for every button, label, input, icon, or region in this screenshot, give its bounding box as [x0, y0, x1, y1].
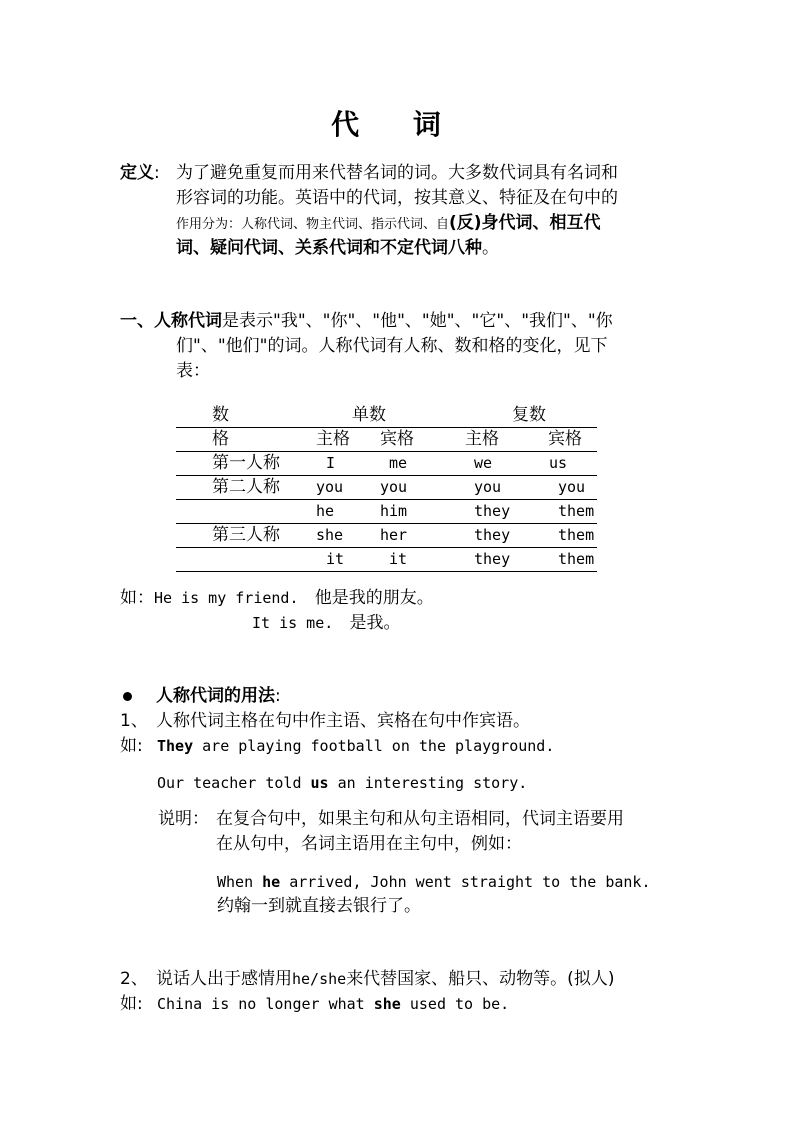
example1-zh-2: 是我。: [349, 613, 401, 633]
table-person: 第一人称: [212, 453, 280, 473]
usage-item1-note-ex-b: he: [262, 873, 281, 891]
usage-item2-text-c: 来代替国家、船只、动物等。(拟人): [346, 969, 615, 989]
usage-item1-note-example: [217, 869, 650, 895]
definition-line-3-bold: (反)身代词、相互代: [449, 213, 601, 233]
table-cell: you: [558, 478, 586, 496]
usage-item1-ex2-b: us: [310, 774, 329, 792]
usage-heading-colon: :: [275, 686, 281, 706]
bullet-icon: [123, 692, 132, 701]
section1-line-2: 们"、"他们"的词。人称代词有人称、数和格的变化，见下: [176, 336, 608, 356]
usage-heading: 人称代词的用法: [156, 686, 275, 706]
usage-item1-ex2-c: an interesting story.: [328, 774, 528, 792]
usage-item2-ex-prefix: 如:: [120, 994, 143, 1014]
section1-heading: 一、人称代词: [120, 311, 222, 331]
usage-item2-text-a: 说话人出于感情用: [156, 969, 292, 989]
usage-item2-text: [156, 966, 614, 992]
table-cell: he: [316, 502, 335, 520]
usage-heading-row: [156, 683, 281, 709]
usage-item1-note-ex-c: arrived, John went straight to the bank.: [280, 873, 651, 891]
usage-item1-note-label: 说明：: [158, 809, 209, 829]
definition-line-3: [176, 210, 601, 238]
table-cell: I: [326, 454, 336, 472]
usage-item2-text-b: he/she: [292, 970, 347, 988]
definition-line-4-end: 。: [482, 238, 499, 258]
table-header-plural-object: 宾格: [548, 429, 582, 449]
section1-line-1-rest: 是表示"我"、"你"、"他"、"她"、"它"、"我们"、"你: [222, 311, 613, 331]
table-cell: they: [474, 550, 511, 568]
table-header-plural: 复数: [512, 405, 546, 425]
example1-en-1: He is my friend.: [154, 589, 299, 607]
usage-item1-note-2: 在从句中，名词主语用在主句中，例如：: [216, 834, 522, 854]
usage-item1-note-example-zh: 约翰一到就直接去银行了。: [217, 896, 421, 916]
table-cell: they: [474, 502, 511, 520]
table-cell: them: [558, 526, 595, 544]
example1-prefix: 如：: [120, 588, 154, 608]
definition-label-row: [120, 160, 160, 186]
usage-item1-note-ex-a: When: [217, 873, 263, 891]
usage-item2-ex-b: she: [373, 995, 401, 1013]
table-header-plural-subject: 主格: [465, 429, 499, 449]
table-header-singular-object: 宾格: [380, 429, 414, 449]
table-cell: them: [558, 550, 595, 568]
table-cell: them: [558, 502, 595, 520]
definition-line-4-bold: 词、疑问代词、关系代词和不定代词八种: [176, 238, 482, 258]
usage-item1-example-2: [157, 770, 527, 796]
table-cell: us: [549, 454, 568, 472]
definition-line-1: 为了避免重复而用来代替名词的词。大多数代词具有名词和: [176, 163, 618, 183]
usage-item1-example-1: [157, 733, 554, 759]
table-person: 第三人称: [212, 525, 280, 545]
table-rule: [176, 571, 597, 572]
section1-line-3: 表：: [176, 361, 210, 381]
definition-label: 定义: [120, 163, 154, 183]
usage-item2-num: 2、: [120, 969, 148, 989]
table-person: 第二人称: [212, 477, 280, 497]
usage-item1-ex1-a: They: [157, 737, 194, 755]
table-cell: we: [474, 454, 493, 472]
definition-line-4: [176, 235, 499, 261]
example1-line-2: [252, 610, 401, 636]
definition-line-2: 形容词的功能。英语中的代词，按其意义、特征及在句中的: [176, 188, 618, 208]
usage-item2-ex-c: used to be.: [400, 995, 510, 1013]
table-cell: she: [316, 526, 344, 544]
table-header-num: 数: [212, 405, 229, 425]
table-cell: me: [389, 454, 408, 472]
table-cell: you: [380, 478, 408, 496]
table-cell: they: [474, 526, 511, 544]
usage-item1-ex-prefix: 如:: [120, 736, 143, 756]
table-cell: it: [389, 550, 408, 568]
example1-line-1: [120, 585, 434, 611]
table-header-singular: 单数: [352, 405, 386, 425]
usage-item1-text: 人称代词主格在句中作主语、宾格在句中作宾语。: [156, 711, 530, 731]
table-cell: her: [380, 526, 408, 544]
usage-item2-example: [157, 991, 509, 1017]
table-cell: him: [380, 502, 408, 520]
usage-item1-ex2-a: Our teacher told: [157, 774, 311, 792]
usage-item1-num: 1、: [120, 711, 148, 731]
page-title: 代 词: [331, 108, 463, 141]
example1-zh-1: 他是我的朋友。: [314, 588, 434, 608]
table-cell: it: [326, 550, 345, 568]
table-cell: you: [474, 478, 502, 496]
table-header-singular-subject: 主格: [316, 429, 350, 449]
usage-item2-ex-a: China is no longer what: [157, 995, 374, 1013]
table-cell: you: [316, 478, 344, 496]
usage-item1-note-1: 在复合句中，如果主句和从句主语相同，代词主语要用: [216, 809, 624, 829]
table-rule: [176, 547, 597, 548]
definition-line-3-small: 作用分为：人称代词、物主代词、指示代词、自: [176, 217, 450, 232]
example1-en-2: It is me.: [252, 614, 334, 632]
table-header-case: 格: [212, 429, 229, 449]
section1-line-1: [120, 308, 613, 334]
definition-colon: :: [154, 163, 160, 183]
usage-item1-ex1-b: are playing football on the playground.: [193, 737, 555, 755]
